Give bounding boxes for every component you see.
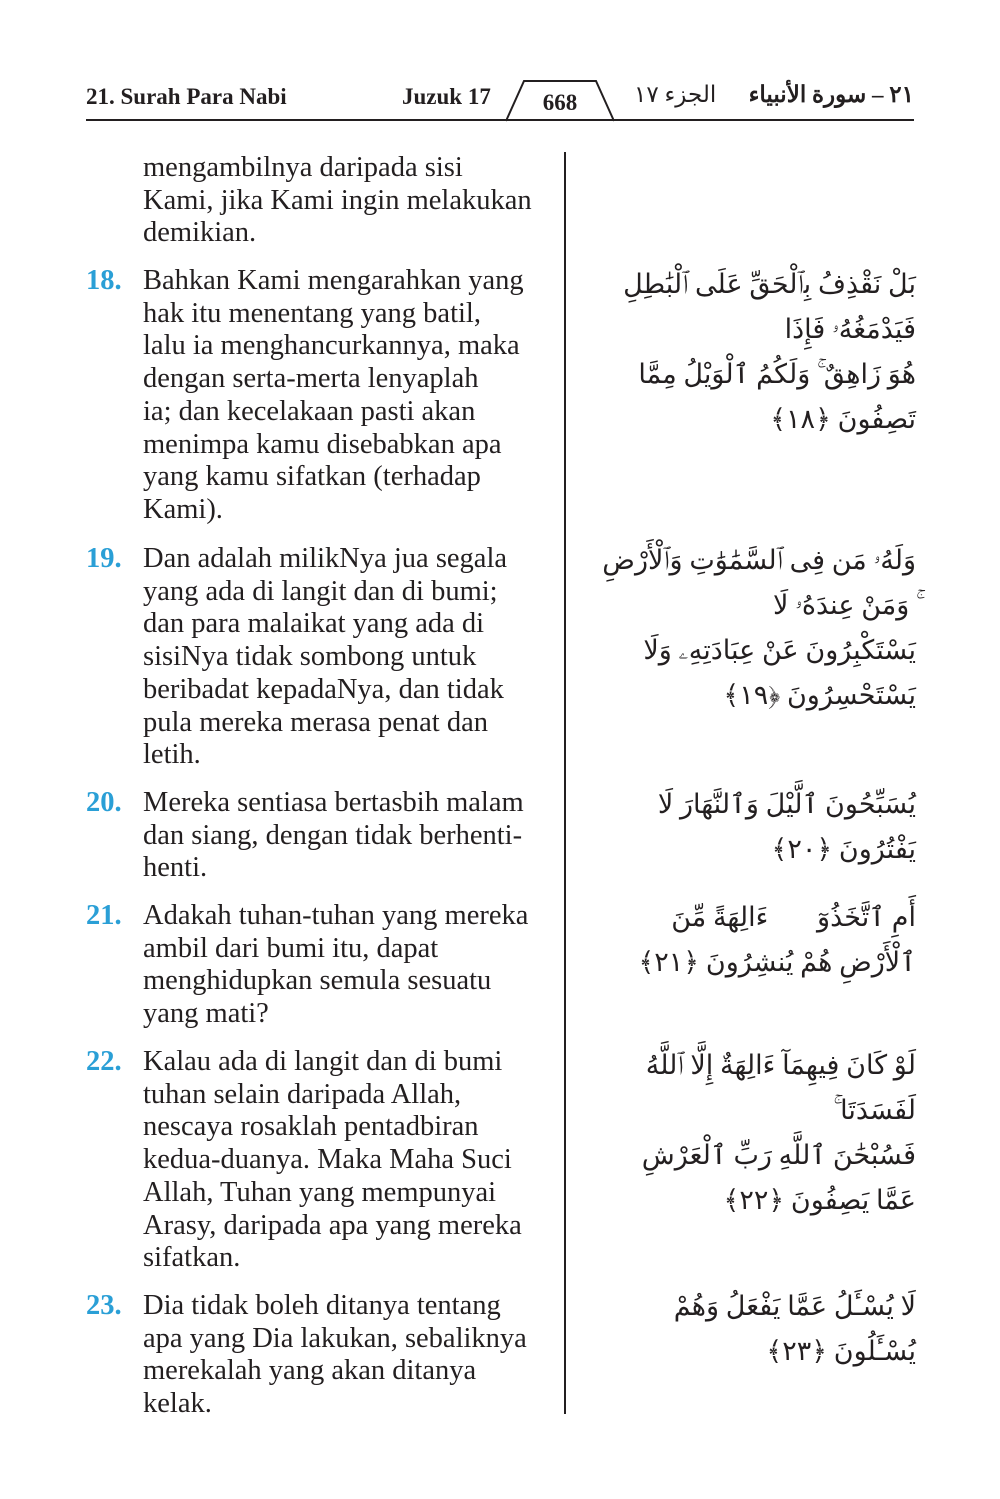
continuation-block: [86, 152, 556, 250]
verse-19-arabic: وَلَهُۥ مَن فِى ٱلسَّمَٰوَٰتِ وَٱلْأَرْضِ ۚ وَمَنْ عِندَهُۥ لَا يَسْتَكْبِرُونَ عَنْ عِبَادَتِهِۦ وَلَا يَسْتَحْسِرُونَ ﴿١٩﴾: [602, 545, 916, 710]
verse-22-translation: [86, 1046, 556, 1275]
verse-20-arabic: يُسَبِّحُونَ ٱلَّيْلَ وَٱلنَّهَارَ لَا يَفْتُرُونَ ﴿٢٠﴾: [657, 789, 916, 864]
verse-22-arabic: لَوْ كَانَ فِيهِمَآ ءَالِهَةٌ إِلَّا ٱللَّهُ لَفَسَدَتَا ۚ فَسُبْحَٰنَ ٱللَّهِ رَبِّ ٱلْعَرْشِ عَمَّا يَصِفُونَ ﴿٢٢﴾: [641, 1050, 916, 1215]
verse-21-translation: [86, 900, 556, 1031]
header-rule: [86, 119, 914, 121]
verse-23-translation: [86, 1290, 556, 1421]
verse-translation: Adakah tuhan-tuhan yang mereka ambil dari bumi itu, dapat menghidupkan semula sesuatu yang mati?: [143, 900, 529, 1030]
verse-18-arabic: بَلْ نَقْذِفُ بِٱلْحَقِّ عَلَى ٱلْبَٰطِلِ فَيَدْمَغُهُۥ فَإِذَا هُوَ زَاهِقٌ ۚ وَلَكُمُ ٱلْوَيْلُ مِمَّا تَصِفُونَ ﴿١٨﴾: [623, 269, 916, 434]
verse-number: 20.: [86, 787, 122, 818]
verse-number: 22.: [86, 1046, 122, 1077]
page-number-tab: [506, 78, 614, 122]
surah-title: 21. Surah Para Nabi: [86, 84, 287, 109]
verse-translation: Dia tidak boleh ditanya tentang apa yang Dia lakukan, sebaliknya merekalah yang akan ditanya kelak.: [143, 1290, 527, 1420]
page-number: 668: [542, 90, 578, 115]
verse-number: 18.: [86, 265, 122, 296]
verse-translation: Kalau ada di langit dan di bumi tuhan selain daripada Allah, nescaya rosaklah pentadbiran kedua-duanya. Maka Maha Suci Allah, Tuhan yang mempunyai Arasy, daripada apa yang mereka sifatkan.: [143, 1046, 522, 1274]
continuation-text: mengambilnya daripada sisi Kami, jika Kami ingin melakukan demikian.: [143, 152, 532, 249]
verse-translation: Dan adalah milikNya jua segala yang ada di langit dan di bumi; dan para malaikat yang ada di sisiNya tidak sombong untuk beribadat kepadaNya, dan tidak pula mereka merasa penat dan letih.: [143, 543, 508, 771]
verse-21-arabic: أَمِ ٱتَّخَذُوٓا۟ ءَالِهَةً مِّنَ ٱلْأَرْضِ هُمْ يُنشِرُونَ ﴿٢١﴾: [638, 902, 916, 977]
juz-arabic: الجزء ١٧: [634, 82, 717, 107]
verse-19-translation: [86, 543, 556, 772]
page-header: [86, 78, 914, 122]
verse-number: 21.: [86, 900, 122, 931]
verse-20-translation: [86, 787, 556, 885]
verse-number: 23.: [86, 1290, 122, 1321]
verse-23-arabic: لَا يُسْـَٔلُ عَمَّا يَفْعَلُ وَهُمْ يُسْـَٔلُونَ ﴿٢٣﴾: [673, 1291, 916, 1366]
column-divider: [564, 152, 566, 1414]
verse-18-translation: [86, 265, 556, 527]
surah-title-arabic: ٢١ – سورة الأنبياء: [748, 82, 914, 107]
verse-translation: Bahkan Kami mengarahkan yang hak itu menentang yang batil, lalu ia menghancurkannya, maka dengan serta-merta lenyaplah ia; dan kecelakaan pasti akan menimpa kamu disebabkan apa yang kamu sifatkan (terhadap Kami).: [143, 265, 524, 525]
verse-translation: Mereka sentiasa bertasbih malam dan siang, dengan tidak berhenti- henti.: [143, 787, 524, 884]
verse-number: 19.: [86, 543, 122, 574]
juzuk-label: Juzuk 17: [402, 84, 491, 109]
